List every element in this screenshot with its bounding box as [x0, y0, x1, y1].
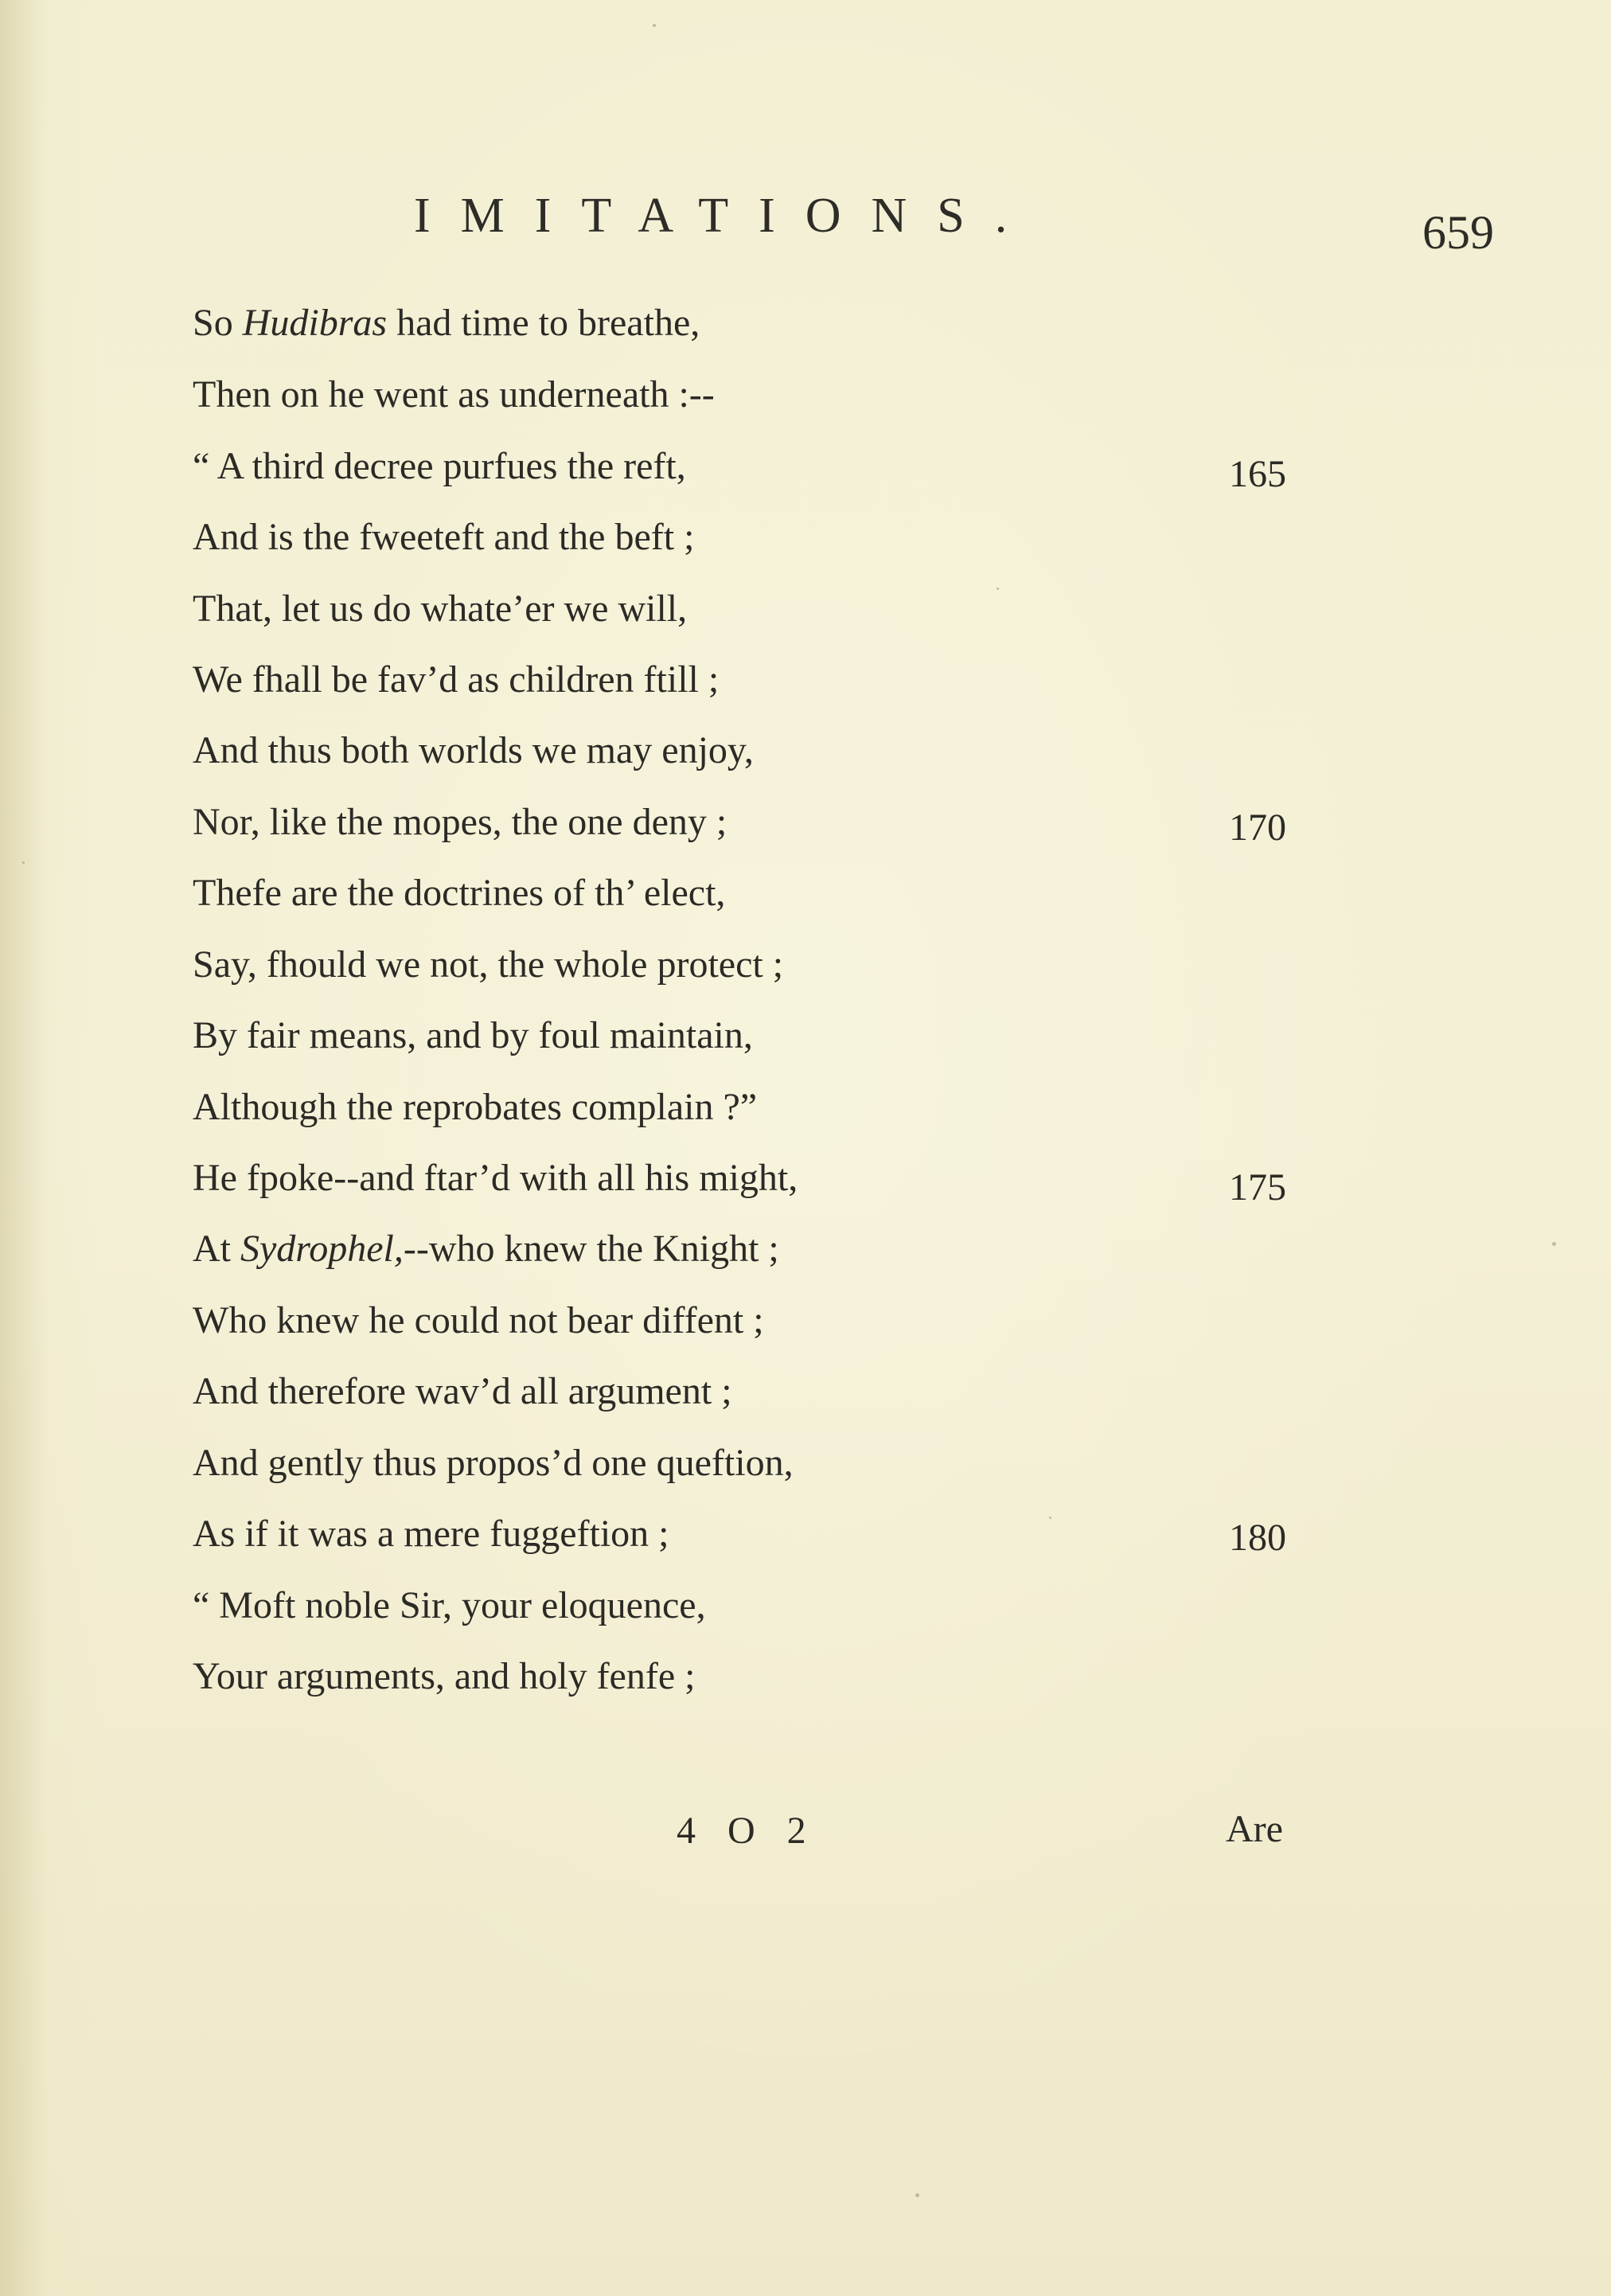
poem-line-text: --who knew the Knight ; — [403, 1228, 779, 1270]
poem-line: We fhall be fav’d as children ftill ; — [193, 658, 720, 701]
page-number: 659 — [1422, 206, 1494, 259]
signature-mark: 4 O 2 — [677, 1810, 817, 1852]
poem-line: He fpoke--and ftar’d with all his might, — [193, 1157, 798, 1199]
poem-line: That, let us do whate’er we will, — [193, 588, 688, 630]
running-title: IMITATIONS. — [414, 189, 1038, 243]
italic-name: Hudibras — [242, 302, 388, 344]
poem-line: Nor, like the mopes, the one deny ; — [193, 801, 727, 843]
poem-line: Your arguments, and holy fenfe ; — [193, 1655, 696, 1697]
poem-line: Then on he went as underneath :-- — [193, 373, 715, 416]
poem-line-text: So — [193, 302, 243, 344]
poem-line: And is the fweeteft and the beft ; — [193, 516, 695, 558]
line-number: 165 — [1229, 453, 1286, 495]
line-number: 180 — [1229, 1517, 1286, 1559]
catchword: Are — [1226, 1808, 1283, 1850]
italic-name: Sydrophel, — [240, 1228, 404, 1270]
poem-line — [193, 1227, 779, 1271]
poem-line: Thefe are the doctrines of th’ elect, — [193, 872, 726, 914]
poem-line: And gently thus propos’d one queftion, — [193, 1442, 794, 1484]
poem-line: By fair means, and by foul maintain, — [193, 1014, 753, 1056]
poem-line-text: At — [193, 1228, 240, 1270]
poem-line: Say, fhould we not, the whole protect ; — [193, 943, 784, 986]
poem-line: Although the reprobates complain ?” — [193, 1086, 758, 1128]
line-number: 175 — [1229, 1166, 1286, 1209]
poem-line: Who knew he could not bear diffent ; — [193, 1299, 764, 1341]
line-number: 170 — [1229, 806, 1286, 849]
poem-line: “ Moft noble Sir, your eloquence, — [193, 1584, 706, 1626]
poem-line: “ A third decree purfues the reft, — [193, 445, 686, 487]
poem-line: And thus both worlds we may enjoy, — [193, 729, 754, 771]
poem-line — [193, 301, 700, 346]
poem-line-text: had time to breathe, — [387, 302, 700, 344]
poem-line: And therefore wav’d all argument ; — [193, 1370, 732, 1412]
poem-line: As if it was a mere fuggeftion ; — [193, 1513, 669, 1555]
